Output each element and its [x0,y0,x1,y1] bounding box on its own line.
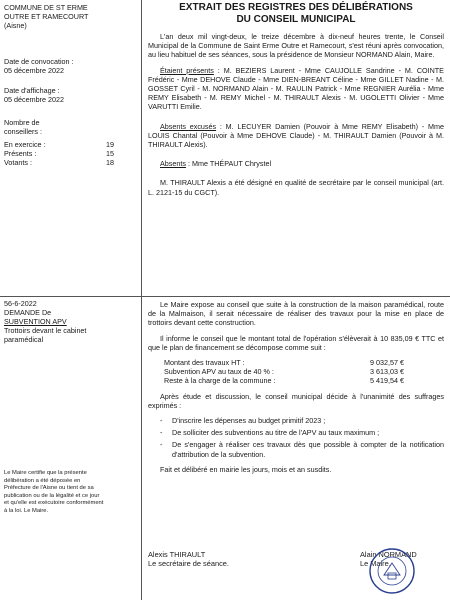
decision-item: - De solliciter des subventions au titre de l'APV au taux maximum ; [172,428,444,437]
count-row: Présents : 15 [4,149,114,159]
commune-header: COMMUNE DE ST ERME OUTRE ET RAMECOURT (Aisne) [4,3,89,31]
section-divider [0,296,450,297]
intro-paragraph: L'an deux mil vingt-deux, le treize décembre à dix-neuf heures trente, le Conseil Municipal de la Commune de Saint Erme Outre et Ramecourt, s'est réuni après convocation, au lieu habituel de ses séances, sous la présidence de Monsieur NORMAND Alain, Maire. [148,32,444,60]
secretaire-paragraph: M. THIRAULT Alexis a été désigné en qualité de secrétaire par le conseil municipal (art. L. 2121-15 du CGCT). [148,178,444,197]
absents-paragraph: Absents : Mme THÉPAUT Chrystel [160,159,272,169]
delib-demande: DEMANDE De [4,308,52,317]
presents-paragraph: Étaient présents : M. BEZIERS Laurent - Mme CAUJOLLE Sandrine - M. COINTE Frédéric - Mme DEHOVE Claude - Mme DIEN-BREANT Céline - Mme GILLET Nadine - M. GOSSET Cyril - M. NORMAND Alain - M. RAULIN Patrick - Mme REGNIER Aurélia - Mme REMY Elisabeth - M. REMY Michel - M. THIRAULT Alexis - M. UGOLETTI Olivier - Mme VARUTTI Emilie. [148,65,444,112]
deliberation-body [148,300,444,480]
financing-row: Subvention APV au taux de 40 % : 3 613,03 € [164,367,404,377]
financing-row: Reste à la charge de la commune : 5 419,54 € [164,376,404,386]
mairie-stamp [368,547,416,595]
secretary-signature-block [148,550,229,569]
delib-number: 56-6-2022 [4,299,37,308]
affichage-date: 05 décembre 2022 [4,95,64,104]
decision-list [148,416,444,459]
expose-paragraph: Le Maire expose au conseil que suite à la construction de la maison paramédical, route de la Malmaison, il serait nécessaire de réaliser des travaux pour la mise en place de trottoirs devant cette construction. [148,300,444,328]
decision-item: - De s'engager à réaliser ces travaux dès que possible à compter de la notification d'attribution de la subvention. [172,440,444,458]
delib-subvention: SUBVENTION APV [4,317,67,326]
excuses-paragraph: Absents excusés : M. LECUYER Damien (Pouvoir à Mme REMY Elisabeth) - Mme LOUIS Chantal (Pouvoir à Mme DEHOVE Claude) - M. THIRAULT Damien (Pouvoir à M. THIRAULT Alexis). [148,121,444,150]
convocation-date: 05 décembre 2022 [4,66,64,75]
financing-table [148,358,444,386]
conseillers-title: Nombre de conseillers : [4,118,42,137]
delib-subject: Trottoirs devant le cabinet paramédical [4,326,87,345]
apres-paragraph: Après étude et discussion, le conseil municipal décide à l'unanimité des suffrages exprimés : [148,391,444,410]
secretary-name: Alexis THIRAULT [148,550,206,559]
affichage-label: Date d'affichage : [4,86,60,95]
fait-paragraph: Fait et délibéré en mairie les jours, mois et an susdits. [160,464,332,474]
informe-paragraph: Il informe le conseil que le montant total de l'opération s'élèverait à 10 835,09 € TTC et que le plan de financement se décompose comme suit : [148,333,444,352]
mayor-role: Le Maire. [360,559,391,569]
decision-item: - D'inscrire les dépenses au budget primitif 2023 ; [172,416,444,425]
financing-row: Montant des travaux HT : 9 032,57 € [164,358,404,368]
document-title: EXTRAIT DES REGISTRES DES DÉLIBÉRATIONS DU CONSEIL MUNICIPAL [179,2,413,25]
column-divider [141,0,142,600]
mayor-name: Alain NORMAND [360,550,417,559]
convocation-label: Date de convocation : [4,57,74,66]
conseillers-counts [4,140,136,168]
count-row: En exercice : 19 [4,140,114,149]
header-body [148,32,444,203]
secretary-role: Le secrétaire de séance. [148,559,229,569]
certification-note: Le Maire certifie que la présente délibération a été déposée en Préfecture de l'Aisne ou tient de sa publication ou de la légalité et ce jour et qu'elle est exécutoire conformément à la loi. Le Maire. [4,470,104,514]
count-row: Votants : 18 [4,158,114,168]
